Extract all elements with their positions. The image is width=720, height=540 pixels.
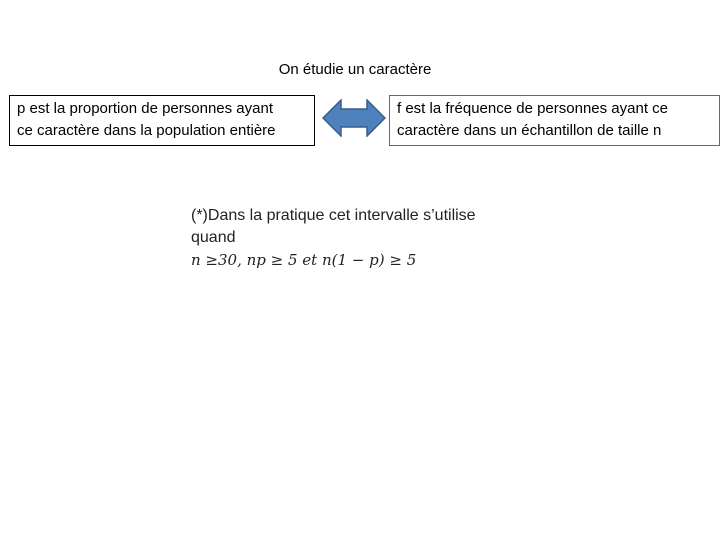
proportion-box bbox=[9, 95, 315, 146]
practice-note bbox=[191, 205, 521, 271]
note-condition-formula: n ≥30, np ≥ 5 et n(1 − p) ≥ 5 bbox=[191, 251, 417, 269]
proportion-line-1: p est la proportion de personnes ayant bbox=[17, 100, 274, 117]
frequency-box bbox=[389, 95, 720, 146]
double-arrow-icon bbox=[322, 99, 386, 137]
double-arrow-shape bbox=[323, 100, 385, 136]
note-line-2: quand bbox=[191, 229, 236, 246]
note-line-1: (*)Dans la pratique cet intervalle s’utilise bbox=[191, 207, 476, 224]
page-title: On étudie un caractère bbox=[278, 61, 432, 78]
frequency-line-2: caractère dans un échantillon de taille n bbox=[397, 122, 662, 139]
proportion-line-2: ce caractère dans la population entière bbox=[17, 122, 276, 139]
frequency-line-1: f est la fréquence de personnes ayant ce bbox=[397, 100, 669, 117]
